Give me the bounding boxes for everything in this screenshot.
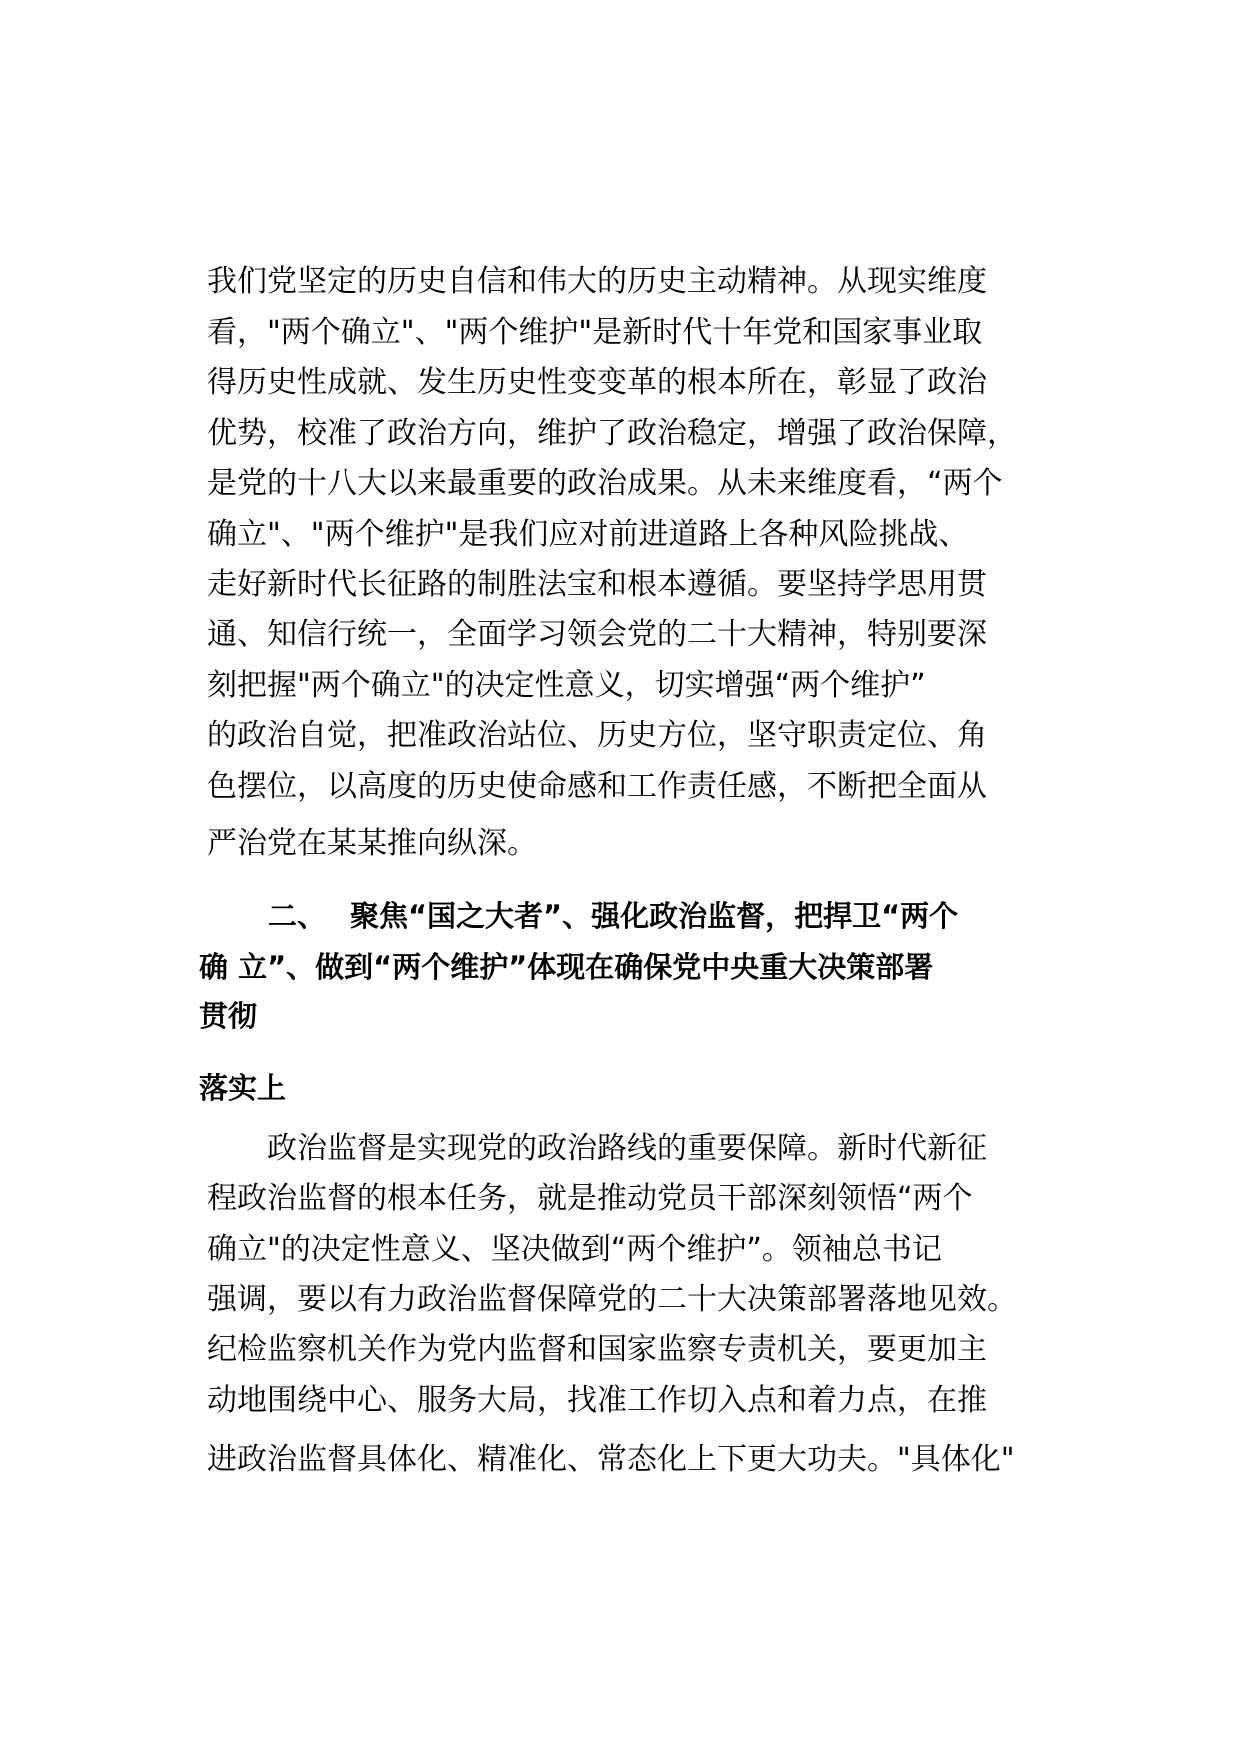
paragraph-line: 确立"、"两个维护"是我们应对前进道路上各种风险挑战、 (207, 517, 969, 552)
paragraph-line: 严治党在某某推向纵深。 (207, 826, 537, 861)
paragraph-line: 的政治自觉，把准政治站位、历史方位，坚守职责定位、角 (207, 718, 987, 753)
paragraph-line: 纪检监察机关作为党内监督和国家监察专责机关，要更加主 (207, 1332, 987, 1367)
paragraph-line: 政治监督是实现党的政治路线的重要保障。新时代新征 (267, 1131, 987, 1166)
paragraph-line: 进政治监督具体化、精准化、常态化上下更大功夫。"具体化" (207, 1442, 1015, 1477)
paragraph-line: 得历史性成就、发生历史性变变革的根本所在，彰显了政治 (207, 365, 987, 400)
paragraph-line: 走好新时代长征路的制胜法宝和根本遵循。要坚持学思用贯 (207, 567, 987, 602)
paragraph-line: 色摆位，以高度的历史使命感和工作责任感，不断把全面从 (207, 769, 987, 804)
paragraph-line: 确立"的决定性意义、坚决做到“两个维护”。领袖总书记 (207, 1232, 942, 1267)
heading-line: 聚焦“国之大者”、强化政治监督，把捍卫“两个 (350, 899, 959, 933)
heading-line: 落实上 (199, 1071, 287, 1105)
paragraph-line: 刻把握"两个确立"的决定性意义，切实增强“两个维护” (207, 668, 926, 703)
paragraph-line: 强调，要以有力政治监督保障党的二十大决策部署落地见效。 (207, 1282, 1017, 1317)
paragraph-line: 优势，校准了政治方向，维护了政治稳定，增强了政治保障， (207, 416, 1017, 451)
paragraph-line: 看，"两个确立"、"两个维护"是新时代十年党和国家事业取 (207, 315, 983, 350)
paragraph-line: 程政治监督的根本任务，就是推动党员干部深刻领悟“两个 (207, 1181, 973, 1216)
heading-line: 贯彻 (199, 999, 258, 1033)
heading-number: 二、 (268, 899, 327, 933)
heading-line: 确 立”、做到“两个维护”体现在确保党中央重大决策部署 (199, 950, 934, 984)
paragraph-line: 通、知信行统一，全面学习领会党的二十大精神，特别要深 (207, 617, 987, 652)
paragraph-line: 我们党坚定的历史自信和伟大的历史主动精神。从现实维度 (207, 264, 987, 299)
paragraph-line: 动地围绕中心、服务大局，找准工作切入点和着力点，在推 (207, 1383, 987, 1418)
paragraph-line: 是党的十八大以来最重要的政治成果。从未来维度看，“两个 (207, 466, 1003, 501)
